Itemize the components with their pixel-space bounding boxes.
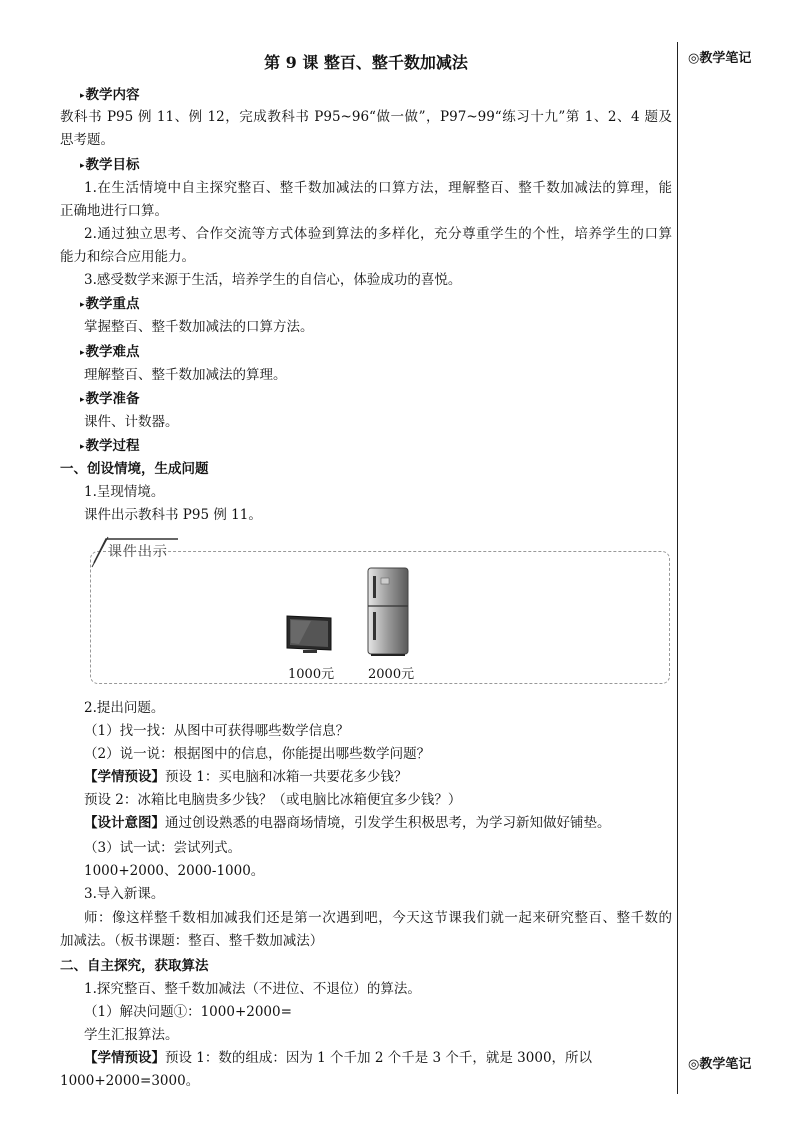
part1-l1: 1.呈现情境。 (84, 484, 165, 500)
figure-title: 课件出示 (108, 544, 168, 560)
part1-l11: 3.导入新课。 (84, 886, 165, 902)
difficulty-line: 理解整百、整千数加减法的算理。 (84, 367, 287, 383)
part1-l9: （3）试一试：尝试列式。 (84, 840, 242, 856)
part2-l1: 1.探究整百、整千数加减法（不进位、不退位）的算法。 (84, 981, 421, 997)
margin-divider (677, 42, 678, 1094)
part2-l2: （1）解决问题①：1000+2000= (84, 1004, 292, 1020)
content-line-2: 思考题。 (60, 132, 114, 148)
fridge-icon (365, 566, 413, 658)
content-line-1: 教科书 P95 例 11、例 12，完成教科书 P95~96“做一做”，P97~99“练习十九”第 1、2、4 题及 (60, 109, 672, 125)
heading-prep: ▸ 教学准备 (80, 389, 140, 411)
part1-l10: 1000+2000、2000-1000。 (84, 863, 265, 879)
heading-content: ▸ 教学内容 (80, 85, 140, 107)
fridge-price: 2000元 (368, 667, 415, 682)
part1-l8-text: 通过创设熟悉的电器商场情境，引发学生积极思考，为学习新知做好铺垫。 (165, 815, 611, 831)
goal-1a: 1.在生活情境中自主探究整百、整千数加减法的口算方法，理解整百、整千数加减法的算理，能 (84, 180, 672, 196)
part1-l6-text: 预设 1：买电脑和冰箱一共要花多少钱？ (165, 769, 408, 785)
goal-1b: 正确地进行口算。 (60, 203, 168, 219)
part1-heading: 一、创设情境，生成问题 (60, 461, 209, 477)
prep-line: 课件、计数器。 (84, 414, 179, 430)
part1-l3: 2.提出问题。 (84, 700, 165, 716)
part1-l8 (84, 813, 611, 833)
heading-goals: ▸ 教学目标 (80, 155, 140, 177)
heading-difficulty: ▸ 教学难点 (80, 342, 140, 364)
part2-l4 (84, 1048, 592, 1068)
part1-l2: 课件出示教科书 P95 例 11。 (84, 507, 262, 523)
tv-price: 1000元 (288, 667, 335, 682)
side-note-top: ◎教学笔记 (688, 51, 752, 66)
part1-l13: 加减法。（板书课题：整百、整千数加减法） (60, 933, 324, 949)
part1-l6 (84, 767, 407, 787)
part1-l8-tag: 【设计意图】 (84, 815, 165, 831)
goal-2a: 2.通过独立思考、合作交流等方式体验到算法的多样化，充分尊重学生的个性，培养学生的口算 (84, 226, 672, 242)
part2-heading: 二、自主探究，获取算法 (60, 958, 209, 974)
heading-key: ▸ 教学重点 (80, 294, 140, 316)
tv-icon (285, 614, 335, 656)
part1-l5: （2）说一说：根据图中的信息，你能提出哪些数学问题？ (84, 746, 431, 762)
goal-2b: 能力和综合应用能力。 (60, 249, 195, 265)
page-title: 第 9 课 整百、整千数加减法 (264, 53, 468, 72)
part1-l4: （1）找一找：从图中可获得哪些数学信息？ (84, 723, 350, 739)
part2-l5: 1000+2000=3000。 (60, 1073, 200, 1089)
side-note-bottom: ◎教学笔记 (688, 1057, 752, 1072)
part1-l6-tag: 【学情预设】 (84, 769, 165, 785)
part2-l4-text: 预设 1：数的组成：因为 1 个千加 2 个千是 3 个千，就是 3000，所以 (165, 1050, 593, 1066)
heading-process: ▸ 教学过程 (80, 436, 140, 458)
part2-l3: 学生汇报算法。 (84, 1027, 179, 1043)
goal-3: 3.感受数学来源于生活，培养学生的自信心，体验成功的喜悦。 (84, 272, 462, 288)
part1-l7: 预设 2：冰箱比电脑贵多少钱？（或电脑比冰箱便宜多少钱？） (84, 792, 462, 808)
part1-l12: 师：像这样整千数相加减我们还是第一次遇到吧，今天这节课我们就一起来研究整百、整千数的 (84, 910, 672, 926)
part2-l4-tag: 【学情预设】 (84, 1050, 165, 1066)
key-line: 掌握整百、整千数加减法的口算方法。 (84, 319, 314, 335)
